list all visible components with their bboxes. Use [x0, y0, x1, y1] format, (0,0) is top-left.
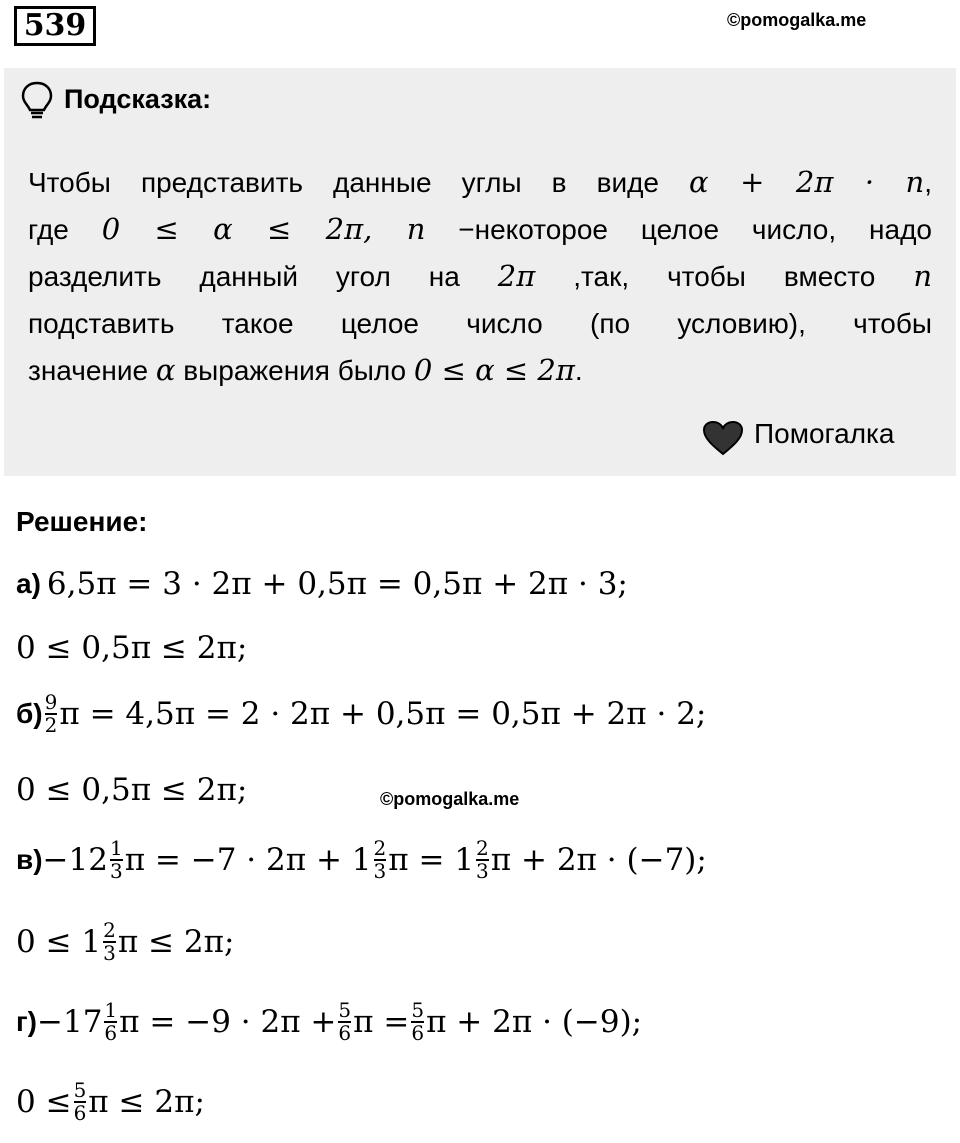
hint-line: где 0 ≤ α ≤ 2π, n −некоторое целое число, надо — [28, 212, 932, 246]
hint-box — [4, 68, 956, 476]
solution-b: б) $\frac{9}{2}$ π = 4,5π = 2 · 2π + 0,5π = 0,5π + 2π · 2; — [16, 690, 707, 737]
fraction: $\frac{9}{2}$ — [44, 690, 58, 737]
hint-line: значение α выражения было 0 ≤ α ≤ 2π. — [28, 353, 583, 387]
heart-icon — [702, 420, 744, 456]
solution-v: в) −12 $\frac{1}{3}$ π = −7 · 2π + 1 $\frac{2}{3}$ π = 1 $\frac{2}{3}$ π + 2π · (−7); — [16, 836, 707, 883]
fraction: $\frac{2}{3}$ — [476, 836, 489, 883]
hint-line: разделить данный угол на 2π ,так, чтобы вместо n — [28, 259, 932, 293]
fraction: $\frac{5}{6}$ — [73, 1078, 87, 1125]
solution-b-range: 0 ≤ 0,5π ≤ 2π; — [16, 772, 248, 808]
hint-text — [28, 159, 932, 394]
problem-number: 539 — [14, 6, 96, 46]
brand-signature — [702, 418, 932, 454]
brand-name: Помогалка — [754, 418, 895, 449]
solution-a-range: 0 ≤ 0,5π ≤ 2π; — [16, 630, 248, 666]
solution-title: Решение: — [16, 506, 148, 537]
solution-g-range: 0 ≤ $\frac{5}{6}$ π ≤ 2π; — [16, 1078, 205, 1125]
fraction: $\frac{1}{3}$ — [109, 836, 123, 883]
hint-title: Подсказка: — [64, 84, 212, 114]
watermark: ©pomogalka.me — [380, 789, 520, 809]
fraction: $\frac{5}{6}$ — [411, 998, 425, 1045]
lightbulb-icon — [20, 80, 54, 120]
hint-line: Чтобы представить данные углы в виде α + 2π · n, — [28, 165, 933, 199]
solution-a: а) 6,5π = 3 · 2π + 0,5π = 0,5π + 2π · 3; — [16, 566, 628, 602]
solution-g: г) −17 $\frac{1}{6}$ π = −9 · 2π + $\frac{5}{6}$ π = $\frac{5}{6}$ π + 2π · (−9); — [16, 998, 643, 1045]
fraction: $\frac{2}{3}$ — [103, 918, 116, 965]
fraction: $\frac{1}{6}$ — [104, 998, 118, 1045]
solution-v-range: 0 ≤ 1 $\frac{2}{3}$ π ≤ 2π; — [16, 918, 235, 965]
hint-line: подставить такое целое число (по условию), чтобы — [28, 308, 932, 339]
watermark: ©pomogalka.me — [727, 10, 867, 30]
fraction: $\frac{2}{3}$ — [373, 836, 387, 883]
fraction: $\frac{5}{6}$ — [338, 998, 352, 1045]
